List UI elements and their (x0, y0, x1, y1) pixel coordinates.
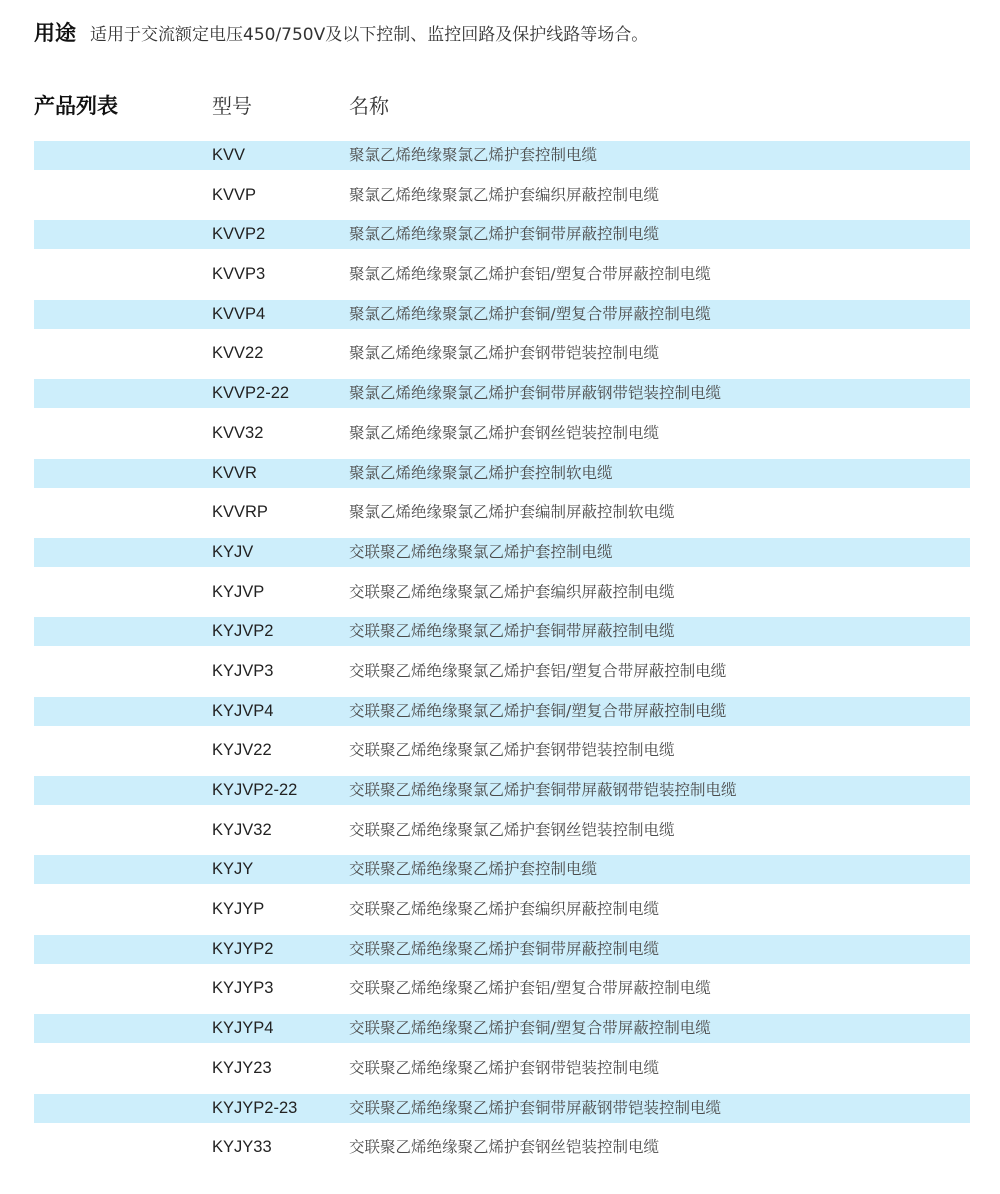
name-cell: 聚氯乙烯绝缘聚氯乙烯护套控制电缆 (349, 146, 598, 164)
table-row (34, 141, 970, 170)
model-cell: KVVRP (212, 503, 268, 522)
table-row (34, 1094, 970, 1123)
model-cell: KYJV22 (212, 741, 272, 760)
table-row (34, 538, 970, 567)
model-cell: KVVP3 (212, 265, 266, 284)
table-row (34, 339, 970, 368)
model-cell: KYJY33 (212, 1138, 272, 1157)
name-cell: 交联聚乙烯绝缘聚乙烯护套铜带屏蔽钢带铠装控制电缆 (349, 1098, 722, 1117)
name-cell: 聚氯乙烯绝缘聚氯乙烯护套控制软电缆 (349, 463, 613, 482)
table-row (34, 1133, 970, 1162)
model-cell: KYJY (212, 860, 254, 879)
usage-section (34, 14, 648, 50)
table-row (34, 736, 970, 765)
model-cell: KYJYP2-23 (212, 1098, 298, 1117)
table-row (34, 974, 970, 1003)
usage-label: 用途 (34, 21, 76, 45)
model-cell: KVV (212, 146, 246, 164)
table-row (34, 419, 970, 448)
model-column-header: 型号 (212, 94, 252, 118)
table-row (34, 776, 970, 805)
model-cell: KVVR (212, 463, 257, 482)
table-row (34, 1014, 970, 1043)
table-row (34, 816, 970, 845)
table-row (34, 617, 970, 646)
name-cell: 聚氯乙烯绝缘聚氯乙烯护套铝/塑复合带屏蔽控制电缆 (349, 265, 711, 284)
name-cell: 交联聚乙烯绝缘聚氯乙烯护套钢带铠装控制电缆 (349, 741, 675, 760)
table-row (34, 220, 970, 249)
table-row (34, 855, 970, 884)
model-cell: KVV32 (212, 423, 264, 442)
name-cell: 交联聚乙烯绝缘聚乙烯护套控制电缆 (349, 860, 598, 879)
model-cell: KYJVP4 (212, 701, 274, 720)
table-row (34, 697, 970, 726)
table-row (34, 181, 970, 210)
name-cell: 交联聚乙烯绝缘聚氯乙烯护套编织屏蔽控制电缆 (349, 582, 675, 601)
model-cell: KYJVP2-22 (212, 781, 298, 799)
usage-description: 适用于交流额定电压450/750V及以下控制、监控回路及保护线路等场合。 (90, 24, 649, 45)
name-cell: 交联聚乙烯绝缘聚氯乙烯护套钢丝铠装控制电缆 (349, 820, 675, 839)
model-cell: KVVP2-22 (212, 384, 290, 403)
table-row (34, 1054, 970, 1083)
table-row (34, 935, 970, 964)
table-row (34, 657, 970, 686)
name-cell: 聚氯乙烯绝缘聚氯乙烯护套铜带屏蔽钢带铠装控制电缆 (349, 384, 722, 403)
name-cell: 交联聚乙烯绝缘聚氯乙烯护套铜/塑复合带屏蔽控制电缆 (349, 701, 727, 720)
model-cell: KYJY23 (212, 1058, 272, 1077)
name-cell: 交联聚乙烯绝缘聚乙烯护套编织屏蔽控制电缆 (349, 900, 660, 919)
table-row (34, 379, 970, 408)
product-table (34, 141, 970, 1173)
model-cell: KVV22 (212, 344, 264, 363)
table-row (34, 498, 970, 527)
name-cell: 交联聚乙烯绝缘聚乙烯护套钢带铠装控制电缆 (349, 1058, 660, 1077)
name-cell: 交联聚乙烯绝缘聚氯乙烯护套控制电缆 (349, 542, 613, 561)
name-cell: 聚氯乙烯绝缘聚氯乙烯护套铜/塑复合带屏蔽控制电缆 (349, 304, 711, 323)
product-list-header (34, 88, 970, 124)
name-cell: 交联聚乙烯绝缘聚乙烯护套铝/塑复合带屏蔽控制电缆 (349, 979, 711, 998)
name-cell: 交联聚乙烯绝缘聚氯乙烯护套铜带屏蔽钢带铠装控制电缆 (349, 781, 737, 799)
product-list-title: 产品列表 (34, 94, 118, 118)
model-cell: KYJYP3 (212, 979, 274, 998)
table-row (34, 260, 970, 289)
name-cell: 聚氯乙烯绝缘聚氯乙烯护套钢丝铠装控制电缆 (349, 423, 660, 442)
model-cell: KYJYP (212, 900, 265, 919)
table-row (34, 459, 970, 488)
model-cell: KVVP4 (212, 304, 266, 323)
name-cell: 交联聚乙烯绝缘聚乙烯护套铜带屏蔽控制电缆 (349, 939, 660, 958)
model-cell: KYJVP3 (212, 661, 274, 680)
model-cell: KYJVP2 (212, 622, 274, 641)
name-cell: 聚氯乙烯绝缘聚氯乙烯护套钢带铠装控制电缆 (349, 344, 660, 363)
model-cell: KVVP (212, 185, 257, 204)
name-cell: 交联聚乙烯绝缘聚乙烯护套铜/塑复合带屏蔽控制电缆 (349, 1019, 711, 1038)
table-row (34, 895, 970, 924)
name-cell: 聚氯乙烯绝缘聚氯乙烯护套编制屏蔽控制软电缆 (349, 503, 675, 522)
model-cell: KYJYP4 (212, 1019, 274, 1038)
name-cell: 交联聚乙烯绝缘聚氯乙烯护套铜带屏蔽控制电缆 (349, 622, 675, 641)
name-cell: 聚氯乙烯绝缘聚氯乙烯护套编织屏蔽控制电缆 (349, 185, 660, 204)
name-cell: 交联聚乙烯绝缘聚乙烯护套钢丝铠装控制电缆 (349, 1138, 660, 1157)
model-cell: KVVP2 (212, 225, 266, 244)
name-column-header: 名称 (349, 94, 389, 118)
model-cell: KYJYP2 (212, 939, 274, 958)
model-cell: KYJV32 (212, 820, 272, 839)
model-cell: KYJV (212, 542, 254, 561)
table-row (34, 300, 970, 329)
model-cell: KYJVP (212, 582, 265, 601)
name-cell: 聚氯乙烯绝缘聚氯乙烯护套铜带屏蔽控制电缆 (349, 225, 660, 244)
table-row (34, 578, 970, 607)
name-cell: 交联聚乙烯绝缘聚氯乙烯护套铝/塑复合带屏蔽控制电缆 (349, 661, 727, 680)
